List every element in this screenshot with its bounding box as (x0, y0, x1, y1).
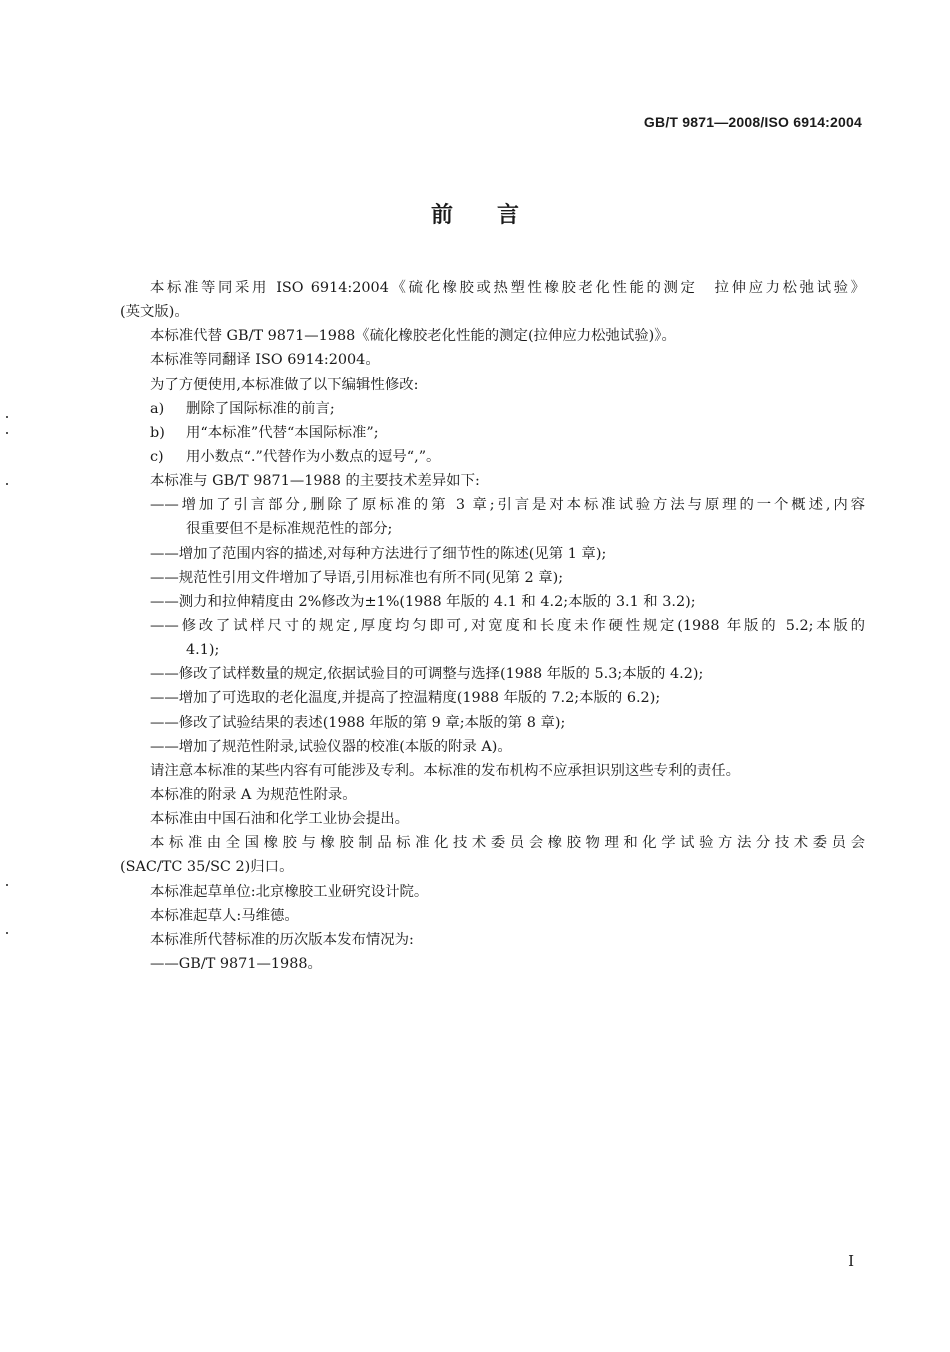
list-item-text: 用小数点“.”代替作为小数点的逗号“,”。 (186, 448, 441, 465)
standard-code: GB/T 9871—2008/ISO 6914:2004 (643, 114, 862, 130)
list-item (120, 445, 865, 469)
paragraph-annex: 本标准的附录 A 为规范性附录。 (150, 786, 357, 803)
list-item-label: a) (150, 400, 165, 417)
paragraph-proposed-by: 本标准由中国石油和化学工业协会提出。 (150, 811, 410, 828)
difference-item-9: ——增加了规范性附录,试验仪器的校准(本版的附录 A)。 (150, 738, 512, 755)
difference-item-4: ——测力和拉伸精度由 2%修改为±1%(1988 年版的 4.1 和 4.2;本版的 3.1 和 3.2); (150, 593, 696, 610)
preface-body (120, 276, 865, 976)
scan-speck (6, 932, 8, 934)
difference-item-3: ——规范性引用文件增加了导语,引用标准也有所不同(见第 2 章); (150, 569, 564, 586)
paragraph-centralized-line1: 本标准由全国橡胶与橡胶制品标准化技术委员会橡胶物理和化学试验方法分技术委员会 (150, 835, 865, 852)
paragraph-replaces: 本标准代替 GB/T 9871—1988《硫化橡胶老化性能的测定(拉伸应力松弛试验)》。 (150, 328, 676, 345)
paragraph-adoption-line2: (英文版)。 (120, 304, 189, 321)
paragraph-drafters: 本标准起草人:马维德。 (150, 907, 299, 924)
difference-item-1-line1: ——增加了引言部分,删除了原标准的第 3 章;引言是对本标准试验方法与原理的一个概述,内容 (150, 497, 865, 514)
list-item-text: 用“本标准”代替“本国际标准”; (186, 424, 379, 441)
difference-item-5-line2: 4.1); (186, 642, 220, 659)
paragraph-differences-intro: 本标准与 GB/T 9871—1988 的主要技术差异如下: (150, 473, 480, 490)
paragraph-adoption-line1: 本标准等同采用 ISO 6914:2004《硫化橡胶或热塑性橡胶老化性能的测定 拉伸应力松弛试验》 (150, 280, 865, 296)
list-item-text: 删除了国际标准的前言; (186, 400, 335, 417)
paragraph-translation: 本标准等同翻译 ISO 6914:2004。 (150, 352, 380, 369)
paragraph-centralized-line2: (SAC/TC 35/SC 2)归口。 (120, 859, 294, 876)
paragraph-history-intro: 本标准所代替标准的历次版本发布情况为: (150, 931, 414, 948)
list-item-label: b) (150, 424, 165, 441)
difference-item-2: ——增加了范围内容的描述,对每种方法进行了细节性的陈述(见第 1 章); (150, 545, 607, 562)
scan-speck (6, 416, 8, 418)
difference-item-5-line1: ——修改了试样尺寸的规定,厚度均匀即可,对宽度和长度未作硬性规定(1988 年版的 5.2;本版的 (150, 617, 865, 634)
difference-item-1-line2: 很重要但不是标准规范性的部分; (186, 521, 393, 538)
scan-speck (6, 884, 8, 886)
scan-speck (6, 432, 8, 434)
history-item: ——GB/T 9871—1988。 (150, 955, 322, 972)
page-title: 前言 (430, 203, 563, 228)
list-item (120, 421, 865, 445)
scan-speck (6, 483, 8, 485)
list-item-label: c) (150, 448, 164, 465)
paragraph-patent-notice: 请注意本标准的某些内容有可能涉及专利。本标准的发布机构不应承担识别这些专利的责任。 (150, 762, 741, 779)
difference-item-8: ——修改了试验结果的表述(1988 年版的第 9 章;本版的第 8 章); (150, 714, 566, 731)
paragraph-drafting-unit: 本标准起草单位:北京橡胶工业研究设计院。 (150, 883, 429, 900)
paragraph-edits-intro: 为了方便使用,本标准做了以下编辑性修改: (150, 376, 419, 393)
list-item (120, 397, 865, 421)
difference-item-7: ——增加了可选取的老化温度,并提高了控温精度(1988 年版的 7.2;本版的 6.2); (150, 690, 661, 707)
page-number: I (848, 1252, 854, 1270)
difference-item-6: ——修改了试样数量的规定,依据试验目的可调整与选择(1988 年版的 5.3;本版的 4.2); (150, 666, 704, 683)
